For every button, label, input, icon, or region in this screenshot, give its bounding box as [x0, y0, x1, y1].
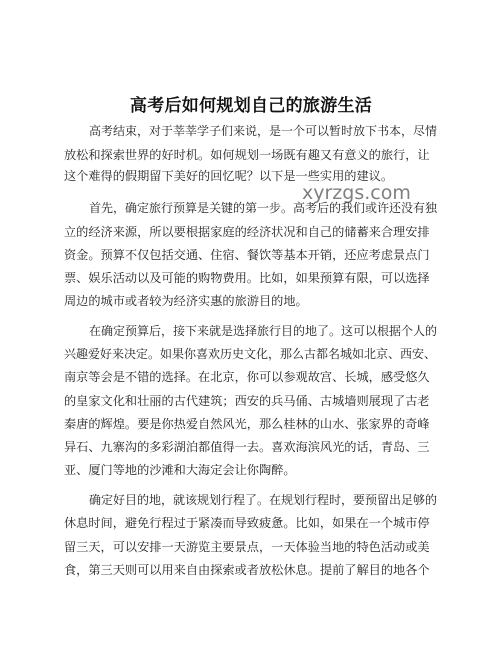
- paragraph-line: 秦唐的辉煌。要是你热爱自然风光，那么桂林的山水、张家界的奇峰: [64, 417, 430, 431]
- paragraph-line: 食，第三天则可以用来自由探索或者放松休息。提前了解目的地各个: [64, 563, 430, 577]
- paragraph-line: 高考结束，对于莘莘学子们来说，是一个可以暂时放下书本，尽情: [89, 124, 438, 138]
- document-title: 高考后如何规划自己的旅游生活: [129, 96, 373, 116]
- paragraph-line: 在确定预算后，接下来就是选择旅行目的地了。这可以根据个人的: [89, 324, 438, 338]
- paragraph-line: 这个难得的假期留下美好的回忆呢？以下是一些实用的建议。: [64, 169, 394, 183]
- paragraph-line: 确定好目的地，就该规划行程了。在规划行程时，要预留出足够的: [89, 493, 438, 507]
- paragraph-line: 亚、厦门等地的沙滩和大海定会让你陶醉。: [64, 463, 296, 477]
- paragraph-line: 首先，确定旅行预算是关键的第一步。高考后的我们或许还没有独: [89, 201, 438, 215]
- paragraph-line: 票、娱乐活动以及可能的购物费用。比如，如果预算有限，可以选择: [64, 271, 430, 285]
- paragraph-line: 放松和探索世界的好时机。如何规划一场既有趣又有意义的旅行，让: [64, 148, 430, 162]
- paragraph-line: 资金。预算不仅包括交通、住宿、餐饮等基本开销，还应考虑景点门: [64, 248, 430, 262]
- paragraph-line: 的皇家文化和壮丽的古代建筑；西安的兵马俑、古城墙则展现了古老: [64, 394, 430, 408]
- paragraph-line: 兴趣爱好来决定。如果你喜欢历史文化，那么古都名城如北京、西安、: [64, 347, 437, 361]
- paragraph-line: 异石、九寨沟的多彩湖泊都值得一去。喜欢海滨风光的话，青岛、三: [64, 440, 430, 454]
- site-watermark: xyrzgs.com: [302, 182, 411, 204]
- paragraph-line: 休息时间，避免行程过于紧凑而导致疲惫。比如，如果在一个城市停: [64, 516, 430, 530]
- paragraph-line: 南京等会是不错的选择。在北京，你可以参观故宫、长城，感受悠久: [64, 370, 430, 384]
- paragraph-line: 立的经济来源，所以要根据家庭的经济状况和自己的储蓄来合理安排: [64, 225, 430, 239]
- paragraph-line: 留三天，可以安排一天游览主要景点，一天体验当地的特色活动或美: [64, 540, 430, 554]
- paragraph-line: 周边的城市或者较为经济实惠的旅游目的地。: [64, 294, 308, 308]
